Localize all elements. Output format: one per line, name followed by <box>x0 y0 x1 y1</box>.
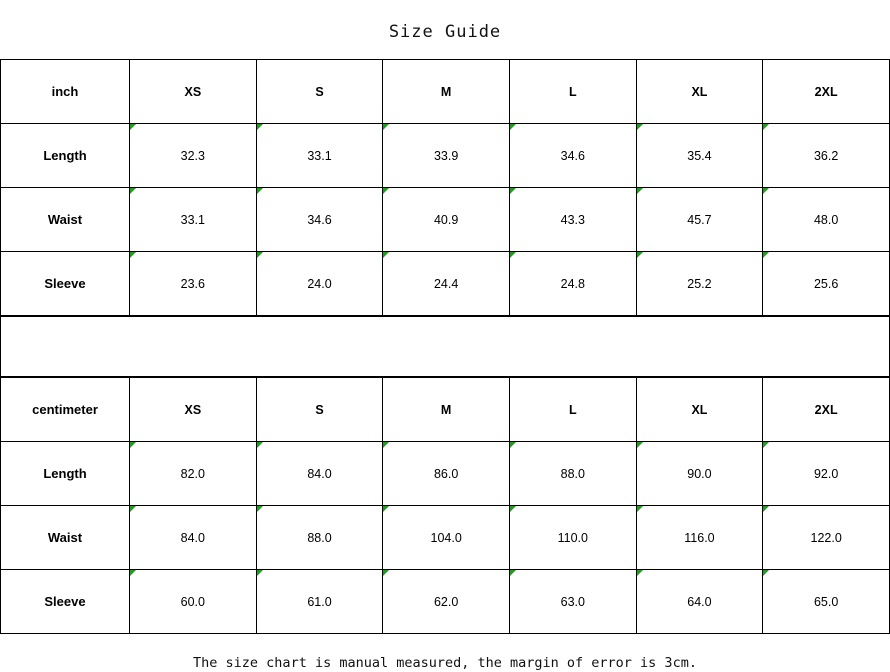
cell-length-xs: 32.3 <box>130 124 257 188</box>
column-header-l: L <box>509 378 636 442</box>
cell-waist-2xl: 48.0 <box>763 188 890 252</box>
cell-sleeve-m: 24.4 <box>383 252 510 316</box>
cell-sleeve-s: 24.0 <box>256 252 383 316</box>
cell-waist-m: 104.0 <box>383 506 510 570</box>
cell-sleeve-xl: 25.2 <box>636 252 763 316</box>
column-header-xs: XS <box>130 378 257 442</box>
cell-sleeve-s: 61.0 <box>256 570 383 634</box>
cell-length-m: 86.0 <box>383 442 510 506</box>
column-header-xl: XL <box>636 378 763 442</box>
table-row <box>1 570 890 634</box>
column-header-2xl: 2XL <box>763 378 890 442</box>
cell-waist-xl: 45.7 <box>636 188 763 252</box>
cell-sleeve-xl: 64.0 <box>636 570 763 634</box>
cell-length-l: 88.0 <box>509 442 636 506</box>
cell-waist-xl: 116.0 <box>636 506 763 570</box>
column-header-2xl: 2XL <box>763 60 890 124</box>
cell-length-xl: 90.0 <box>636 442 763 506</box>
row-label-waist: Waist <box>1 188 130 252</box>
column-header-m: M <box>383 60 510 124</box>
cell-length-s: 33.1 <box>256 124 383 188</box>
table-spacer <box>0 316 890 377</box>
column-header-xs: XS <box>130 60 257 124</box>
size-table-inch <box>0 59 890 316</box>
size-table-centimeter <box>0 377 890 634</box>
cell-sleeve-l: 24.8 <box>509 252 636 316</box>
cell-waist-s: 88.0 <box>256 506 383 570</box>
cell-waist-l: 110.0 <box>509 506 636 570</box>
table-row <box>1 442 890 506</box>
column-header-s: S <box>256 378 383 442</box>
table-header-row <box>1 378 890 442</box>
table-row <box>1 506 890 570</box>
column-header-xl: XL <box>636 60 763 124</box>
row-label-sleeve: Sleeve <box>1 570 130 634</box>
row-label-sleeve: Sleeve <box>1 252 130 316</box>
cell-sleeve-m: 62.0 <box>383 570 510 634</box>
column-header-l: L <box>509 60 636 124</box>
cell-length-xl: 35.4 <box>636 124 763 188</box>
unit-label-inch: inch <box>1 60 130 124</box>
cell-sleeve-2xl: 25.6 <box>763 252 890 316</box>
cell-waist-2xl: 122.0 <box>763 506 890 570</box>
cell-length-s: 84.0 <box>256 442 383 506</box>
cell-length-m: 33.9 <box>383 124 510 188</box>
column-header-m: M <box>383 378 510 442</box>
row-label-waist: Waist <box>1 506 130 570</box>
cell-length-xs: 82.0 <box>130 442 257 506</box>
row-label-length: Length <box>1 442 130 506</box>
cell-waist-xs: 84.0 <box>130 506 257 570</box>
cell-sleeve-xs: 23.6 <box>130 252 257 316</box>
cell-waist-m: 40.9 <box>383 188 510 252</box>
column-header-s: S <box>256 60 383 124</box>
row-label-length: Length <box>1 124 130 188</box>
cell-length-2xl: 92.0 <box>763 442 890 506</box>
measurement-disclaimer: The size chart is manual measured, the margin of error is 3cm. <box>193 655 697 671</box>
table-row <box>1 188 890 252</box>
cell-waist-s: 34.6 <box>256 188 383 252</box>
table-row <box>1 252 890 316</box>
unit-label-centimeter: centimeter <box>1 378 130 442</box>
cell-waist-xs: 33.1 <box>130 188 257 252</box>
cell-waist-l: 43.3 <box>509 188 636 252</box>
page-title: Size Guide <box>388 22 502 42</box>
cell-sleeve-xs: 60.0 <box>130 570 257 634</box>
cell-sleeve-l: 63.0 <box>509 570 636 634</box>
cell-length-l: 34.6 <box>509 124 636 188</box>
table-row <box>1 124 890 188</box>
table-header-row <box>1 60 890 124</box>
cell-sleeve-2xl: 65.0 <box>763 570 890 634</box>
cell-length-2xl: 36.2 <box>763 124 890 188</box>
